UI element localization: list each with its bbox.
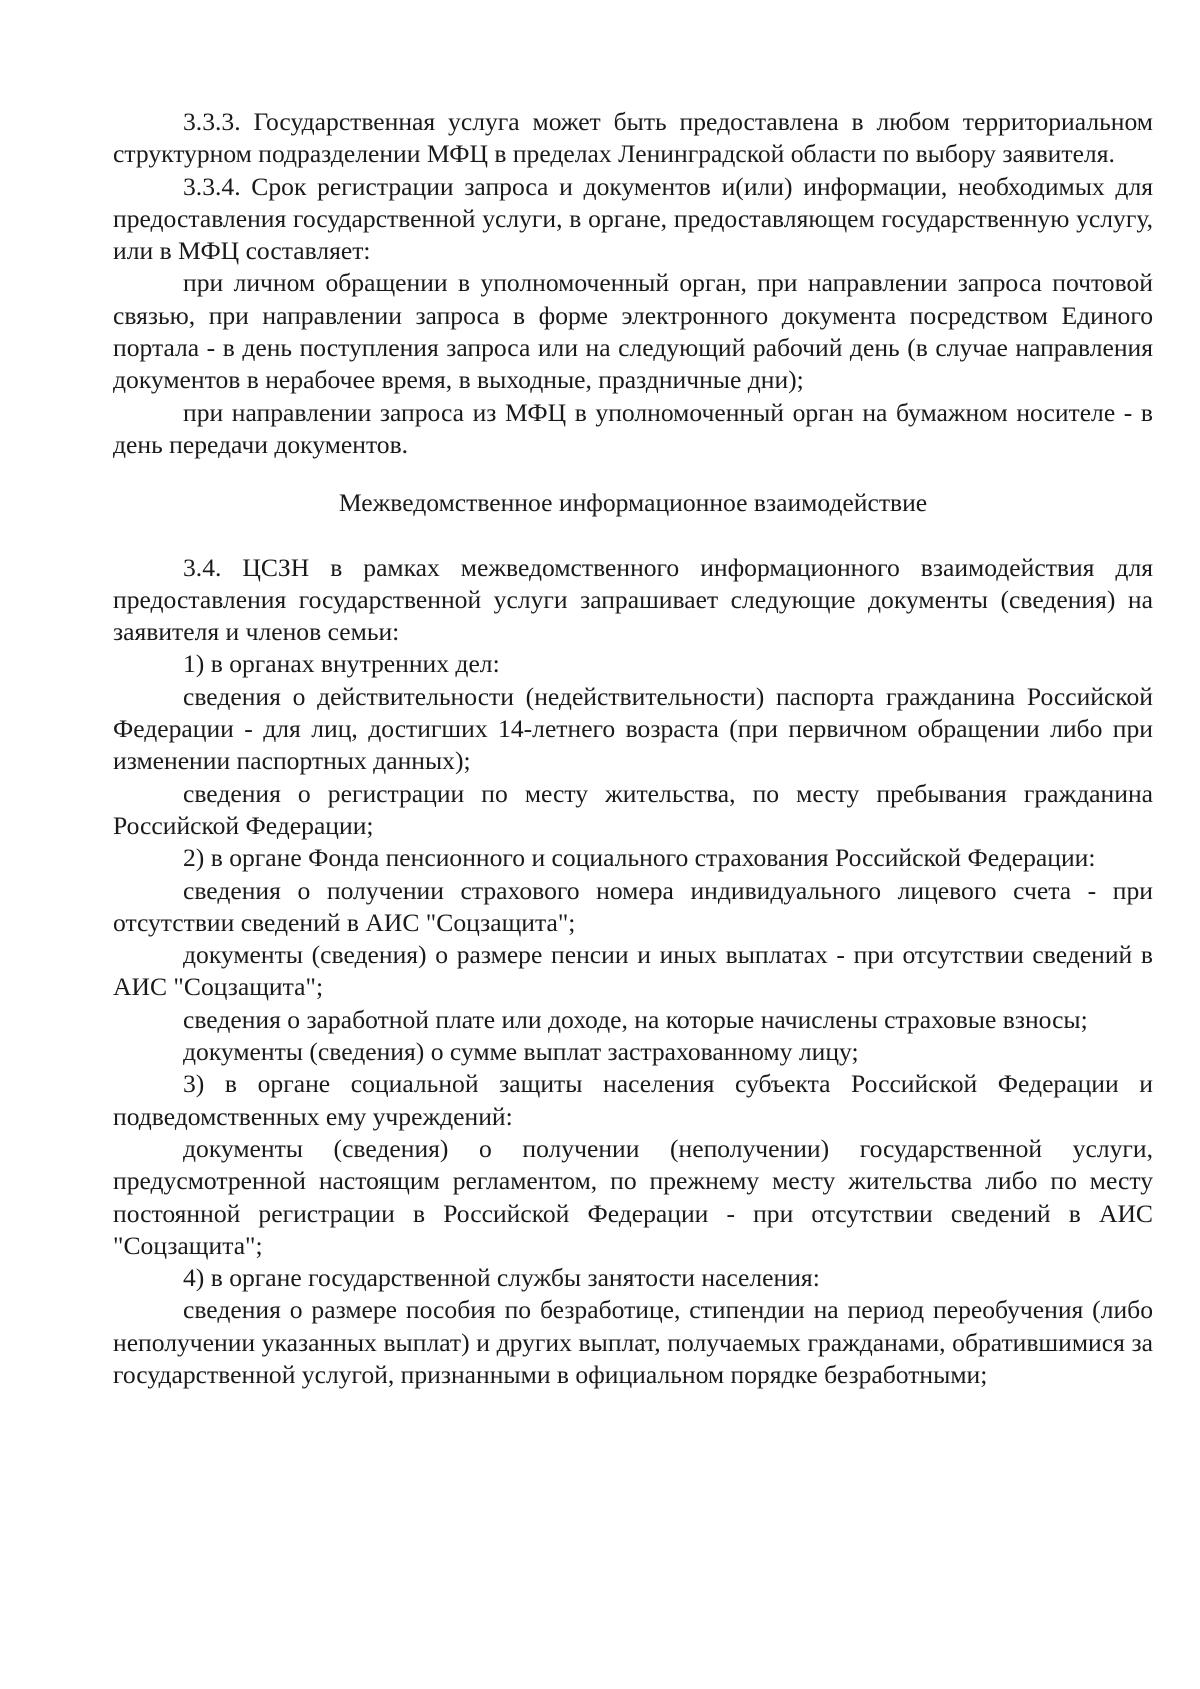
- paragraph-salary: сведения о заработной плате или доходе, на которые начислены страховые взносы;: [183, 1004, 1088, 1034]
- paragraph-passport-validity: сведения о действительности (недействительности) паспорта гражданина Российской Федерации - для лиц, достигших 14-летнего возраста (при первичном обращении либо при изменении паспортных данных);: [113, 681, 1153, 776]
- paragraph-3-4: 3.4. ЦСЗН в рамках межведомственного информационного взаимодействия для предоставления государственной услуги запрашивает следующие документы (сведения) на заявителя и членов семьи:: [113, 552, 1153, 647]
- document-page: [113, 106, 1153, 1391]
- list-item-internal-affairs: 1) в органах внутренних дел:: [183, 649, 500, 679]
- paragraph-personal-request: при личном обращении в уполномоченный орган, при направлении запроса почтовой связью, при направлении запроса в форме электронного документа посредством Единого портала - в день поступления запроса или на следующий рабочий день (в случае направления документов в нерабочее время, в выходные, праздничные дни);: [113, 268, 1153, 395]
- paragraph-unemployment-benefit: сведения о размере пособия по безработице, стипендии на период переобучения (либо неполучении указанных выплат) и других выплат, получаемых гражданами, обратившимися за государственной услугой, признанными в официальном порядке безработными;: [113, 1295, 1153, 1389]
- paragraph-pension-size: документы (сведения) о размере пенсии и иных выплатах - при отсутствии сведений в АИС "Соцзащита";: [113, 940, 1153, 1002]
- paragraph-3-3-4: 3.3.4. Срок регистрации запроса и документов и(или) информации, необходимых для предоставления государственной услуги, в органе, предоставляющем государственную услугу, или в МФЦ составляет:: [113, 171, 1153, 266]
- section-heading: Межведомственное информационное взаимодействие: [338, 488, 928, 518]
- paragraph-registration: сведения о регистрации по месту жительства, по месту пребывания гражданина Российской Федерации;: [113, 778, 1153, 840]
- list-item-employment-service: 4) в органе государственной службы занятости населения:: [183, 1263, 820, 1293]
- list-item-social-protection: 3) в органе социальной защиты населения субъекта Российской Федерации и подведомственных ему учреждений:: [113, 1069, 1153, 1131]
- paragraph-snils: сведения о получении страхового номера индивидуального лицевого счета - при отсутствии сведений в АИС "Соцзащита";: [113, 875, 1153, 937]
- paragraph-mfc-request: при направлении запроса из МФЦ в уполномоченный орган на бумажном носителе - в день передачи документов.: [113, 397, 1153, 459]
- paragraph-insured-payments: документы (сведения) о сумме выплат застрахованному лицу;: [183, 1037, 859, 1067]
- paragraph-3-3-3: 3.3.3. Государственная услуга может быть предоставлена в любом территориальном структурном подразделении МФЦ в пределах Ленинградской области по выбору заявителя.: [113, 107, 1153, 169]
- paragraph-previous-residence: документы (сведения) о получении (неполучении) государственной услуги, предусмотренной настоящим регламентом, по прежнему месту жительства либо по месту постоянной регистрации в Российской Федерации - при отсутствии сведений в АИС "Соцзащита";: [113, 1133, 1153, 1260]
- list-item-pension-fund: 2) в органе Фонда пенсионного и социального страхования Российской Федерации:: [183, 843, 1096, 873]
